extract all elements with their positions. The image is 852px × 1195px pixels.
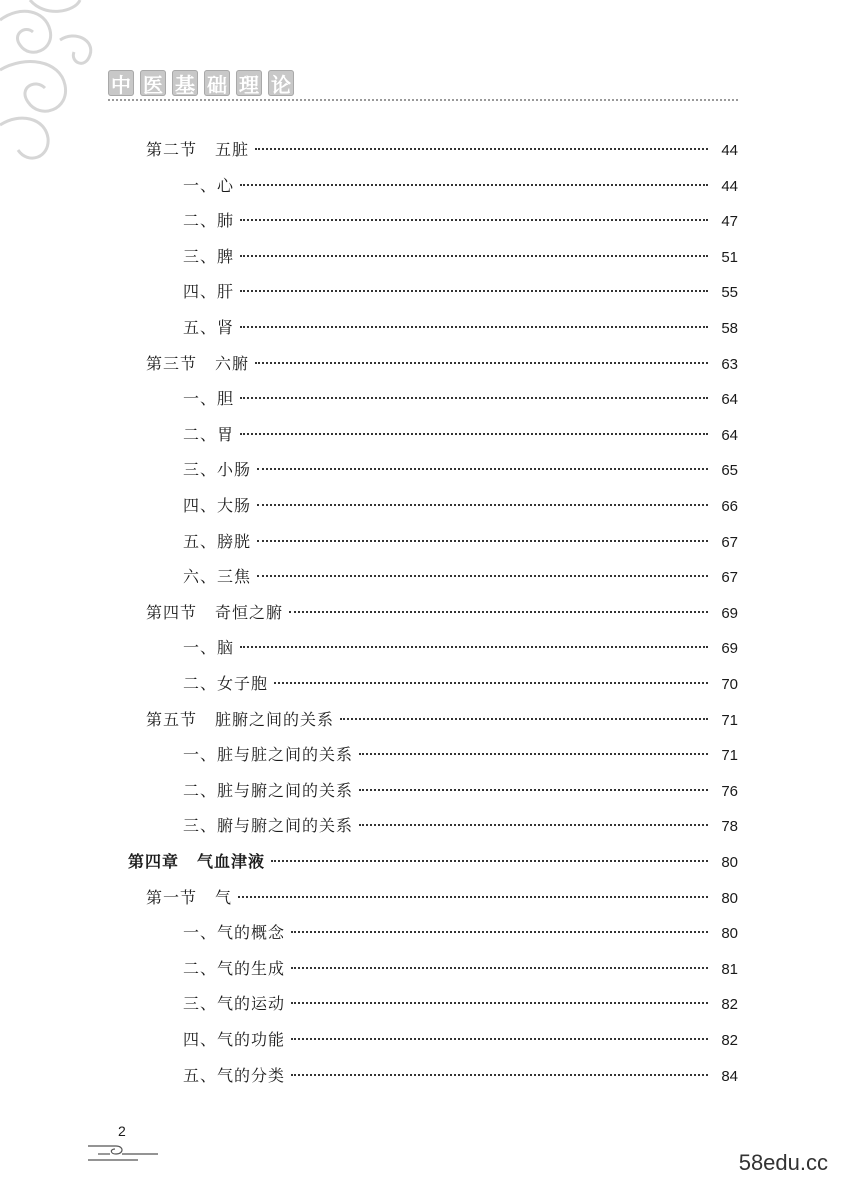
- cloud-swirl-icon: [88, 1140, 158, 1164]
- header-title-char: 理: [236, 70, 262, 96]
- dot-leader: [257, 540, 708, 542]
- header-title-char: 中: [108, 70, 134, 96]
- toc-entry-section[interactable]: [146, 707, 738, 737]
- toc-entry-title: 六腑: [215, 354, 250, 373]
- toc-entry-label: 三、: [183, 994, 218, 1013]
- toc-entry-page: 58: [721, 320, 738, 337]
- toc-entry-section[interactable]: [146, 137, 738, 167]
- toc-entry-label: 四、: [183, 1030, 218, 1049]
- toc-entry-page: 84: [721, 1068, 738, 1085]
- toc-entry-title: 肾: [217, 318, 235, 337]
- dot-leader: [238, 896, 708, 898]
- toc-entry-title: 三焦: [217, 567, 252, 586]
- toc-entry-label: 五、: [183, 1066, 218, 1085]
- toc-entry-page: 47: [721, 213, 738, 230]
- dot-leader: [291, 967, 708, 969]
- toc-entry-page: 76: [721, 783, 738, 800]
- toc-entry-title: 气的分类: [217, 1066, 286, 1085]
- dot-leader: [257, 575, 708, 577]
- toc-entry-item[interactable]: [183, 920, 738, 950]
- toc-entry-item[interactable]: [183, 778, 738, 808]
- toc-entry-page: 82: [721, 996, 738, 1013]
- toc-entry-page: 44: [721, 142, 738, 159]
- header-title-char: 基: [172, 70, 198, 96]
- dot-leader: [240, 255, 708, 257]
- toc-entry-page: 63: [721, 356, 738, 373]
- dot-leader: [271, 860, 708, 862]
- toc-entry-label: 一、: [183, 638, 218, 657]
- toc-entry-item[interactable]: [183, 956, 738, 986]
- toc-entry-page: 70: [721, 676, 738, 693]
- dot-leader: [240, 290, 708, 292]
- toc-entry-item[interactable]: [183, 671, 738, 701]
- dot-leader: [359, 789, 708, 791]
- toc-entry-title: 气的生成: [217, 959, 286, 978]
- dot-leader: [255, 148, 708, 150]
- toc-entry-page: 44: [721, 178, 738, 195]
- toc-entry-title: 五脏: [215, 140, 250, 159]
- toc-entry-item[interactable]: [183, 244, 738, 274]
- toc-entry-label: 三、: [183, 460, 218, 479]
- toc-entry-label: 第五节: [146, 710, 198, 729]
- toc-entry-page: 66: [721, 498, 738, 515]
- toc-entry-page: 67: [721, 569, 738, 586]
- toc-entry-item[interactable]: [183, 742, 738, 772]
- header-title-char: 论: [268, 70, 294, 96]
- toc-entry-label: 六、: [183, 567, 218, 586]
- toc-entry-page: 51: [721, 249, 738, 266]
- dot-leader: [359, 824, 708, 826]
- toc-entry-title: 心: [217, 176, 235, 195]
- toc-entry-title: 气的运动: [217, 994, 286, 1013]
- toc-entry-label: 一、: [183, 923, 218, 942]
- dot-leader: [240, 326, 708, 328]
- toc-entry-title: 气: [215, 888, 233, 907]
- header-dotted-divider: [108, 99, 738, 101]
- page-number: 2: [118, 1123, 126, 1139]
- header-title-char: 医: [140, 70, 166, 96]
- toc-entry-section[interactable]: [146, 600, 738, 630]
- toc-entry-label: 第三节: [146, 354, 198, 373]
- toc-entry-label: 第一节: [146, 888, 198, 907]
- toc-entry-item[interactable]: [183, 173, 738, 203]
- toc-entry-label: 一、: [183, 176, 218, 195]
- toc-entry-label: 第四节: [146, 603, 198, 622]
- toc-entry-title: 胃: [217, 425, 235, 444]
- watermark: 58edu.cc: [738, 1150, 828, 1175]
- toc-entry-item[interactable]: [183, 315, 738, 345]
- toc-entry-page: 65: [721, 462, 738, 479]
- header-title-char: 础: [204, 70, 230, 96]
- dot-leader: [240, 184, 708, 186]
- toc-entry-label: 四、: [183, 496, 218, 515]
- toc-entry-label: 二、: [183, 211, 218, 230]
- toc-entry-title: 奇恒之腑: [215, 603, 284, 622]
- toc-entry-title: 气血津液: [197, 852, 266, 871]
- dot-leader: [291, 1002, 708, 1004]
- toc-entry-item[interactable]: [183, 564, 738, 594]
- toc-entry-title: 女子胞: [217, 674, 269, 693]
- toc-entry-title: 胆: [217, 389, 235, 408]
- running-header-book-title: [108, 70, 294, 96]
- toc-entry-title: 脑: [217, 638, 235, 657]
- dot-leader: [240, 646, 708, 648]
- toc-entry-item[interactable]: [183, 279, 738, 309]
- toc-entry-label: 五、: [183, 318, 218, 337]
- toc-entry-page: 80: [721, 890, 738, 907]
- toc-entry-label: 第二节: [146, 140, 198, 159]
- toc-entry-item[interactable]: [183, 493, 738, 523]
- toc-entry-label: 四、: [183, 282, 218, 301]
- toc-entry-title: 脏腑之间的关系: [215, 710, 335, 729]
- toc-entry-page: 67: [721, 534, 738, 551]
- toc-entry-item[interactable]: [183, 1027, 738, 1057]
- toc-entry-label: 一、: [183, 389, 218, 408]
- toc-entry-label: 二、: [183, 781, 218, 800]
- toc-entry-item[interactable]: [183, 1063, 738, 1093]
- toc-entry-title: 肺: [217, 211, 235, 230]
- dot-leader: [255, 362, 708, 364]
- dot-leader: [257, 504, 708, 506]
- toc-entry-page: 64: [721, 391, 738, 408]
- dot-leader: [291, 1074, 708, 1076]
- toc-entry-page: 78: [721, 818, 738, 835]
- toc-entry-page: 80: [721, 854, 738, 871]
- toc-entry-title: 脾: [217, 247, 235, 266]
- toc-entry-page: 80: [721, 925, 738, 942]
- toc-entry-page: 55: [721, 284, 738, 301]
- toc-entry-page: 69: [721, 605, 738, 622]
- toc-entry-title: 气的概念: [217, 923, 286, 942]
- toc-entry-title: 腑与腑之间的关系: [217, 816, 354, 835]
- toc-entry-label: 二、: [183, 959, 218, 978]
- toc-entry-title: 脏与腑之间的关系: [217, 781, 354, 800]
- toc-entry-label: 二、: [183, 425, 218, 444]
- toc-entry-item[interactable]: [183, 991, 738, 1021]
- toc-entry-label: 三、: [183, 816, 218, 835]
- toc-entry-label: 二、: [183, 674, 218, 693]
- cloud-ornament-icon: [0, 0, 110, 180]
- toc-entry-label: 三、: [183, 247, 218, 266]
- toc-entry-page: 69: [721, 640, 738, 657]
- dot-leader: [240, 397, 708, 399]
- toc-entry-chapter[interactable]: [128, 849, 738, 879]
- dot-leader: [291, 1038, 708, 1040]
- toc-entry-label: 一、: [183, 745, 218, 764]
- dot-leader: [291, 931, 708, 933]
- toc-entry-item[interactable]: [183, 457, 738, 487]
- toc-entry-title: 气的功能: [217, 1030, 286, 1049]
- dot-leader: [340, 718, 708, 720]
- toc-entry-title: 肝: [217, 282, 235, 301]
- toc-entry-title: 大肠: [217, 496, 252, 515]
- toc-entry-title: 小肠: [217, 460, 252, 479]
- toc-entry-item[interactable]: [183, 386, 738, 416]
- toc-entry-page: 81: [721, 961, 738, 978]
- toc-entry-label: 五、: [183, 532, 218, 551]
- toc-entry-section[interactable]: [146, 351, 738, 381]
- toc-entry-section[interactable]: [146, 885, 738, 915]
- dot-leader: [359, 753, 708, 755]
- toc-entry-label: 第四章: [128, 852, 180, 871]
- dot-leader: [240, 219, 708, 221]
- toc-entry-page: 71: [721, 747, 738, 764]
- toc-entry-page: 82: [721, 1032, 738, 1049]
- toc-entry-page: 64: [721, 427, 738, 444]
- dot-leader: [274, 682, 708, 684]
- dot-leader: [257, 468, 708, 470]
- toc-entry-item[interactable]: [183, 208, 738, 238]
- dot-leader: [240, 433, 708, 435]
- dot-leader: [289, 611, 708, 613]
- toc-entry-title: 脏与脏之间的关系: [217, 745, 354, 764]
- toc-entry-item[interactable]: [183, 422, 738, 452]
- toc-entry-item[interactable]: [183, 529, 738, 559]
- toc-entry-item[interactable]: [183, 635, 738, 665]
- toc-entry-title: 膀胱: [217, 532, 252, 551]
- toc-entry-page: 71: [721, 712, 738, 729]
- toc-entry-item[interactable]: [183, 813, 738, 843]
